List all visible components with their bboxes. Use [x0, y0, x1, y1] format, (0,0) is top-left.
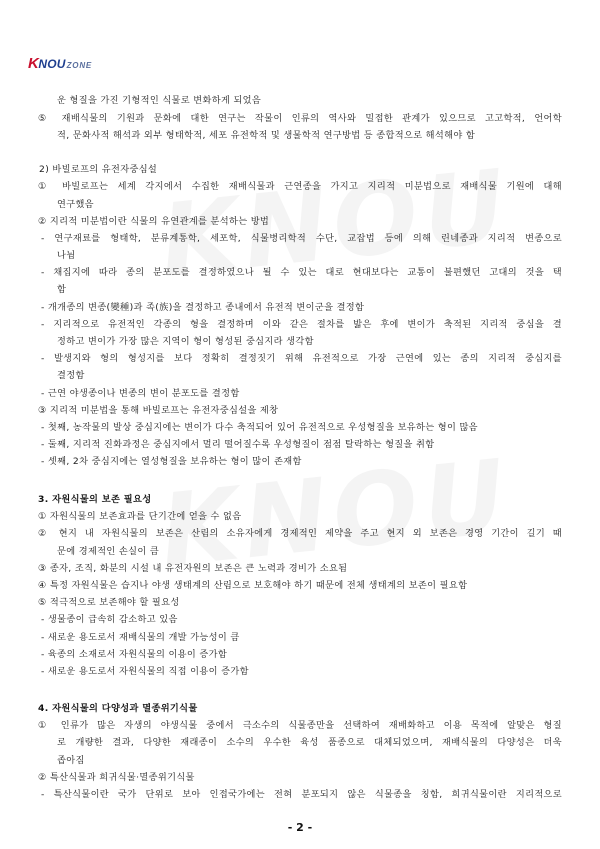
list-item: ① 바빌로프는 세계 각지에서 수집한 재배식물과 근연종을 가지고 지리적 미분법으로 재배식물 기원에 대해 — [38, 181, 562, 193]
text-line: 나뉨 — [57, 250, 76, 262]
text-line: 로 개량한 결과, 다양한 재래종이 소수의 우수한 육성 품종으로 대체되었으며, 재배식물의 다양성은 더욱 — [57, 737, 562, 749]
list-item: ⑤ 적극적으로 보존해야 할 필요성 — [38, 597, 180, 609]
text-line: 결정함 — [57, 370, 85, 382]
text-line: 문에 경제적인 손실이 큼 — [57, 545, 160, 557]
section-heading: 3. 자원식물의 보존 필요성 — [38, 494, 152, 506]
section-vavilov — [38, 161, 562, 470]
list-item: ③ 종자, 조직, 화분의 시설 내 유전자원의 보존은 큰 노력과 경비가 소요됨 — [38, 562, 348, 574]
list-item: ① 인류가 많은 자생의 야생식물 중에서 극소수의 식물종만을 선택하여 재배화하고 이용 목적에 알맞은 형질 — [38, 720, 562, 732]
intro-block — [38, 92, 562, 144]
text-line: 좁아짐 — [57, 754, 85, 766]
dash-item: - 첫째, 농작물의 발상 중심지에는 변이가 다수 축적되어 있어 유전적으로 우성형질을 보유하는 형이 많음 — [41, 421, 478, 433]
knouzone-logo — [28, 55, 92, 75]
list-item: ④ 특정 자원식물은 습지나 야생 생태계의 산림으로 보호해야 하기 때문에 전체 생태계의 보존이 필요함 — [38, 580, 468, 592]
page-number: - 2 - — [287, 821, 313, 834]
list-item: ⑤ 재배식물의 기원과 문화에 대한 연구는 작물이 인류의 역사와 밀접한 관계가 있으므로 고고학적, 언어학 — [38, 112, 562, 124]
dash-item: - 지리적으로 유전적인 각종의 형을 결정하며 이와 같은 절차를 밟은 후에 변이가 축적된 지리적 중심을 결 — [41, 318, 562, 330]
dash-item: - 연구재료를 형태학, 분류계통학, 세포학, 식물병리학적 수단, 교잡법 등에 의해 린네종과 지리적 변종으로 — [41, 232, 562, 244]
logo-zone: ZONE — [66, 61, 93, 70]
logo-nou: NOU — [38, 57, 66, 71]
document-body — [38, 92, 562, 803]
section-conservation — [38, 491, 562, 680]
dash-item: - 둘째, 지리적 진화과정은 중심지에서 멀리 떨어질수록 우성형질이 점점 탈락하는 형질을 취함 — [41, 439, 435, 451]
dash-item: - 발생지와 형의 형성지를 보다 정확히 결정짓기 위해 유전적으로 가장 근연에 있는 종의 지리적 중심지를 — [41, 353, 562, 365]
dash-item: - 새로운 용도로서 재배식물의 개발 가능성이 큼 — [41, 631, 240, 643]
section-heading: 4. 자원식물의 다양성과 멸종위기식물 — [38, 702, 198, 714]
list-item: ③ 지리적 미분법을 통해 바빌로프는 유전자중심설을 제창 — [38, 404, 279, 416]
dash-item: - 근연 야생종이나 변종의 변이 분포도를 결정함 — [41, 387, 240, 399]
text-line: 정하고 변이가 가장 많은 지역이 형이 형성된 중심지라 생각함 — [57, 336, 314, 348]
list-item: ② 지리적 미분법이란 식물의 유연관계를 분석하는 방법 — [38, 215, 270, 227]
dash-item: - 육종의 소재로서 자원식물의 이용이 증가함 — [41, 648, 228, 660]
dash-item: - 셋째, 2차 중심지에는 열성형질을 보유하는 형이 많이 존재함 — [41, 456, 302, 468]
dash-item: - 특산식물이란 국가 단위로 보아 인접국가에는 전혀 분포되지 않은 식물종을 칭함, 희귀식물이란 지리적으로 — [41, 788, 562, 800]
text-line: 운 형질을 가진 기형적인 식물로 변화하게 되었음 — [57, 95, 262, 107]
dash-item: - 새로운 용도로서 자원식물의 직접 이용이 증가함 — [41, 665, 249, 677]
list-item: ② 현지 내 자원식물의 보존은 산림의 소유자에게 경제적인 제약을 주고 현지 외 보존은 경영 기간이 길기 때 — [38, 528, 562, 540]
text-line: 연구했음 — [57, 198, 94, 210]
list-item: ② 특산식물과 희귀식물·멸종위기식물 — [38, 771, 195, 783]
section-heading: 2) 바빌로프의 유전자중심설 — [39, 164, 158, 176]
dash-item: - 개개종의 변종(變種)과 족(族)을 결정하고 종내에서 유전적 변이군을 결정함 — [41, 301, 365, 313]
text-line: 적, 문화사적 해석과 외부 형태학적, 세포 유전학적 및 생물학적 연구방법 등 종합적으로 해석해야 함 — [57, 129, 476, 141]
section-diversity — [38, 700, 562, 803]
logo-k: K — [28, 55, 39, 72]
text-line: 함 — [57, 284, 67, 296]
list-item: ① 자원식물의 보존효과를 단기간에 얻을 수 없음 — [38, 511, 242, 523]
dash-item: - 채집지에 따라 종의 분포도를 결정하였으나 될 수 있는 대로 현대보다는 교통이 불편했던 고대의 것을 택 — [41, 267, 562, 279]
dash-item: - 생물종이 급속히 감소하고 있음 — [41, 614, 178, 626]
